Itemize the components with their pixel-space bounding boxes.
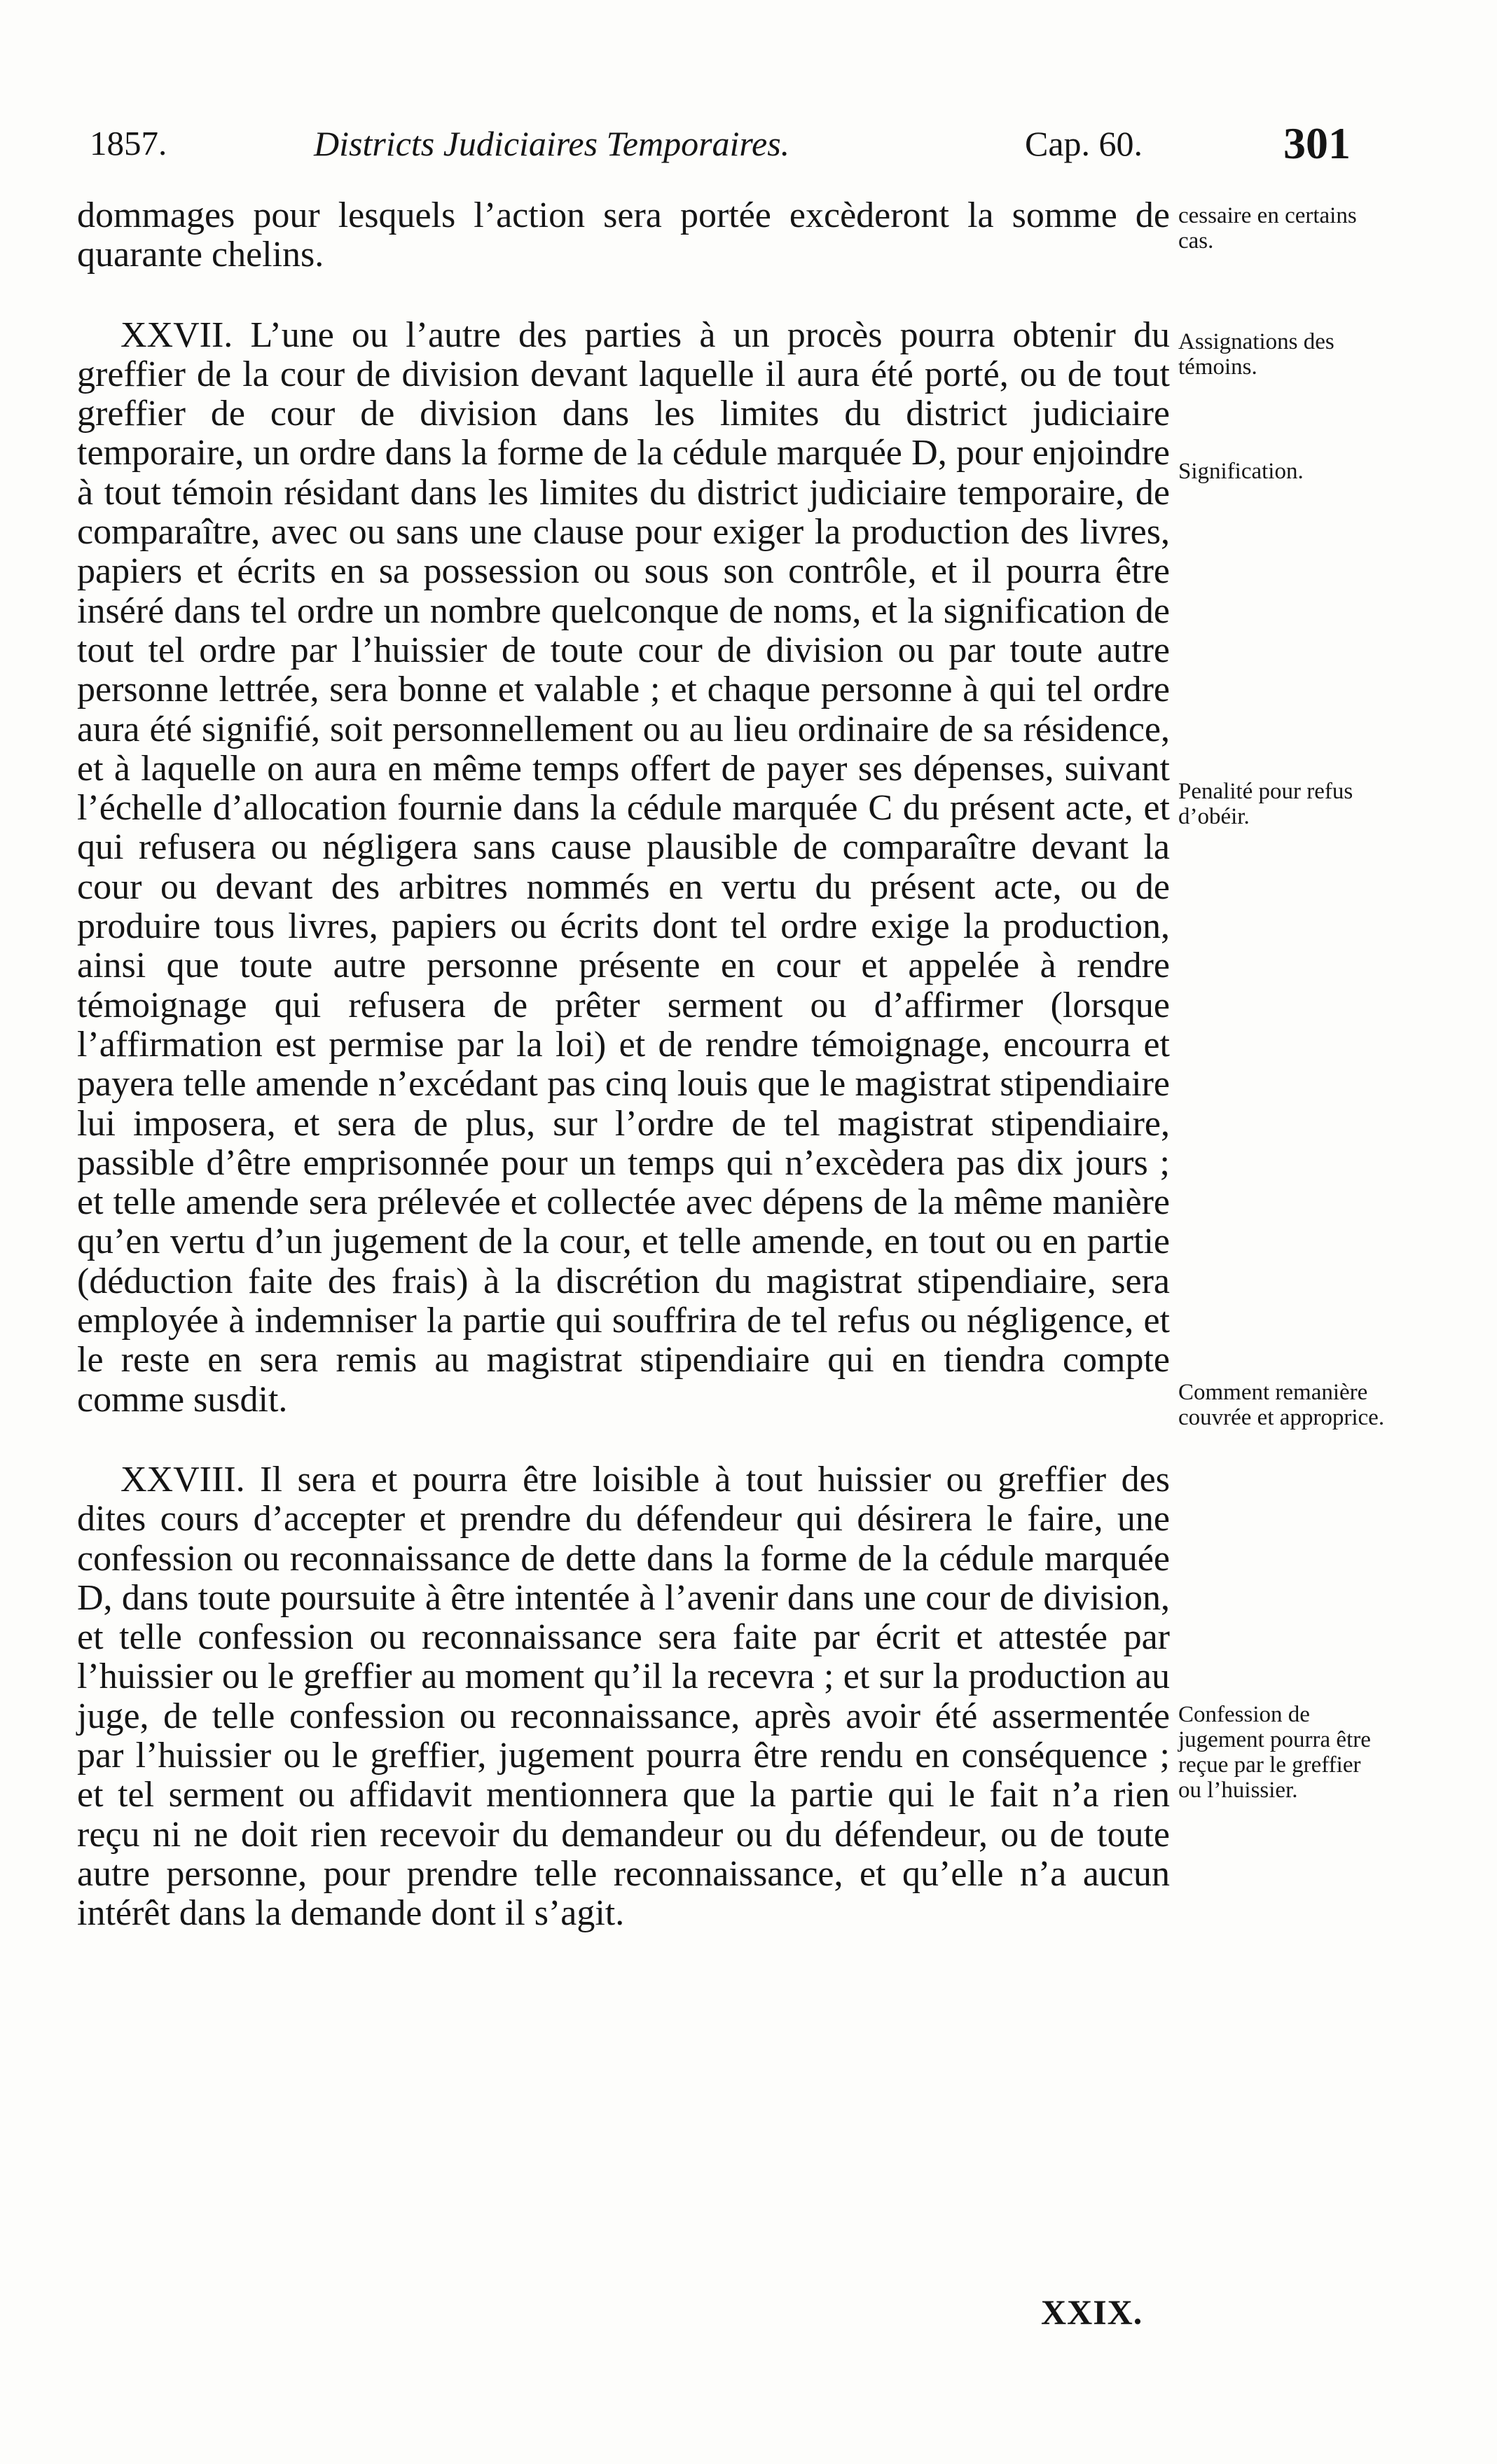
main-text [77, 196, 1170, 1933]
page-number: 301 [1283, 118, 1351, 168]
paragraph-section-28: XXVIII. Il sera et pourra être loisible à tout huissier ou greffier des dites cours d’accepter et prendre du défendeur qui désirera le faire, une confession ou reconnaissance de dette dans la forme de la cédule marquée D, dans toute poursuite à être intentée à l’avenir dans une cour de division, et telle confession ou reconnaissance sera faite par écrit et attestée par l’huissier ou le greffier au moment qu’il la recevra ; et sur la production au juge, de telle confession ou reconnaissance, après avoir été assermentée par l’huissier ou le greffier, jugement pourra être rendu en conséquence ; et tel serment ou affidavit mentionnera que la partie qui le fait n’a rien reçu ni ne doit rien recevoir du demandeur ou du défendeur, ou de toute autre personne, pour prendre telle reconnaissance, et qu’elle n’a aucun intérêt dans la demande dont il s’agit. [77, 1459, 1170, 1934]
margin-note: Comment remanière couvrée et approprice. [1178, 1380, 1385, 1430]
margin-note: Penalité pour refus d’obéir. [1178, 779, 1353, 829]
header-year: 1857. [90, 124, 167, 162]
margin-note: Assignations des témoins. [1178, 329, 1334, 380]
header-chapter: Cap. 60. [1025, 124, 1143, 163]
catchword: XXIX. [1041, 2292, 1143, 2332]
margin-note: Confession de jugement pourra être reçue par le greffier ou l’huissier. [1178, 1702, 1371, 1803]
paragraph-section-27: XXVII. L’une ou l’autre des parties à un procès pourra obtenir du greffier de la cour de division devant laquelle il aura été porté, ou de tout greffier de cour de division dans les limites du district judiciaire temporaire, un ordre dans la forme de la cédule marquée D, pour enjoindre à tout témoin résidant dans les limites du district judiciaire temporaire, de comparaître, avec ou sans une clause pour exiger la production des livres, papiers et écrits en sa possession ou sous son contrôle, et il pourra être inséré dans tel ordre un nombre quelconque de noms, et la signification de tout tel ordre par l’huissier de toute cour de division ou par toute autre personne lettrée, sera bonne et valable ; et chaque personne à qui tel ordre aura été signifié, soit personnellement ou au lieu ordinaire de sa résidence, et à laquelle on aura en même temps offert de payer ses dépenses, suivant l’échelle d’allocation fournie dans la cédule marquée C du présent acte, et qui refusera ou négligera sans cause plausible de comparaître devant la cour ou devant des arbitres nommés en vertu du présent acte, ou de produire tous livres, papiers ou écrits dont tel ordre exige la production, ainsi que toute autre personne présente en cour et appelée à rendre témoignage qui refusera de prêter serment ou d’affirmer (lorsque l’affirmation est permise par la loi) et de rendre témoignage, encourra et payera telle amende n’excédant pas cinq louis que le magistrat stipendiaire lui imposera, et sera de plus, sur l’ordre de tel magistrat stipendiaire, passible d’être emprisonnée pour un temps qui n’excèdera pas dix jours ; et telle amende sera prélevée et collectée avec dépens de la même manière qu’en vertu d’un jugement de la cour, et telle amende, en tout ou en partie (déduction faite des frais) à la discrétion du magistrat stipendiaire, sera employée à indemniser la partie qui souffrira de tel refus ou négligence, et le reste en sera remis au magistrat stipendiaire qui en tiendra compte comme susdit. [77, 314, 1170, 1420]
margin-note: cessaire en certains cas. [1178, 203, 1357, 254]
running-header [0, 118, 1497, 181]
header-title: Districts Judiciaires Temporaires. [314, 124, 790, 163]
margin-note: Signification. [1178, 459, 1304, 484]
paragraph-continuation: dommages pour lesquels l’action sera portée excèderont la somme de quarante chelins. [77, 195, 1170, 275]
